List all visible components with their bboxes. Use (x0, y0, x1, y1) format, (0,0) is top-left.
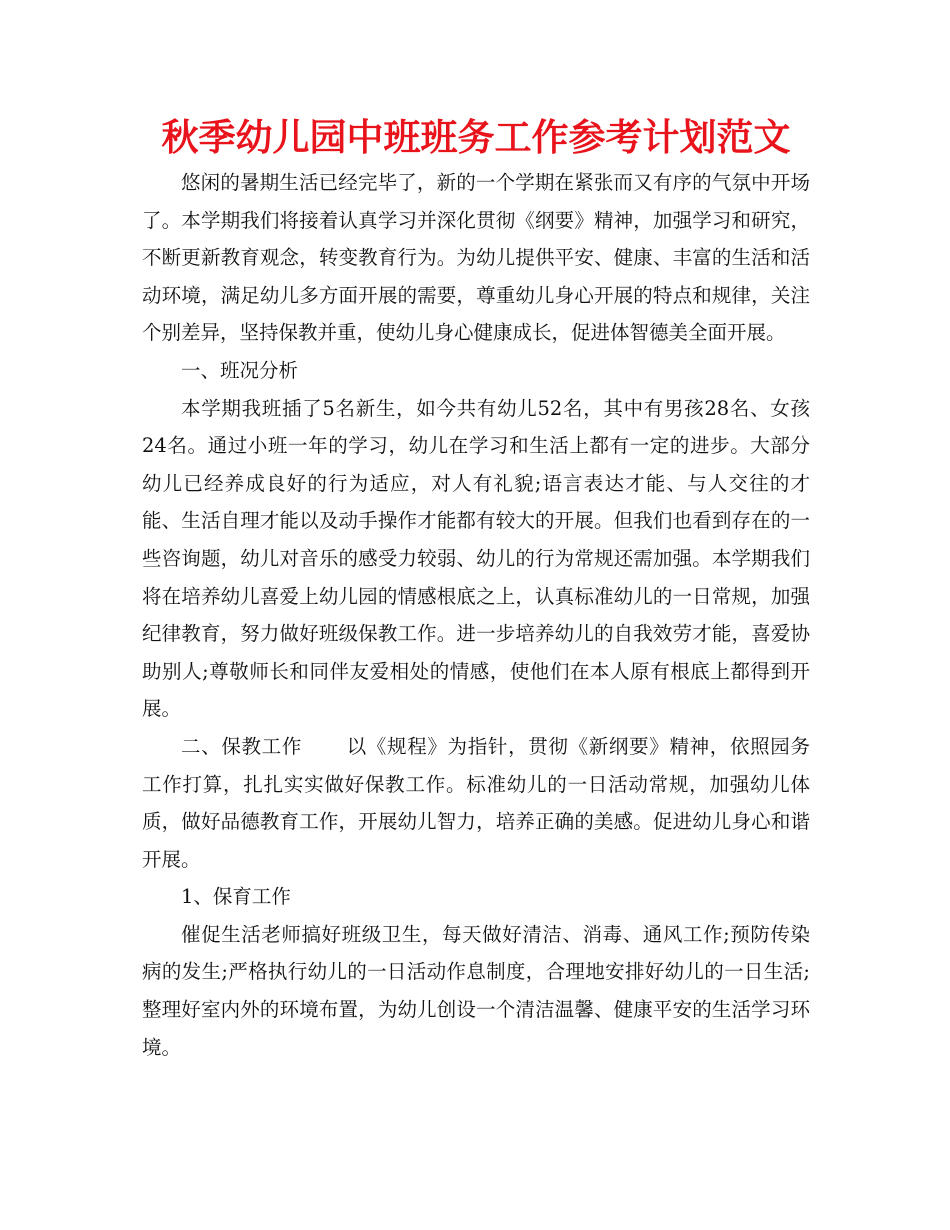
section-heading-nursing: 1、保育工作 (181, 885, 291, 909)
section-heading-care-education: 二、保教工作 (181, 734, 303, 758)
nursing-paragraph: 催促生活老师搞好班级卫生，每天做好清洁、消毒、通风工作;预防传染病的发生;严格执行幼儿的一日活动作息制度，合理地安排好幼儿的一日生活;整理好室内外的环境布置，为幼儿创设一个清洁温馨、健康平安的生活学习环境。 (142, 922, 810, 1059)
section-heading-class-analysis: 一、班况分析 (181, 358, 299, 382)
document-page (142, 112, 810, 1066)
intro-paragraph: 悠闲的暑期生活已经完毕了，新的一个学期在紧张而又有序的气氛中开场了。本学期我们将接着认真学习并深化贯彻《纲要》精神，加强学习和研究，不断更新教育观念，转变教育行为。为幼儿提供平安、健康、丰富的生活和活动环境，满足幼儿多方面开展的需要，尊重幼儿身心开展的特点和规律，关注个别差异，坚持保教并重，使幼儿身心健康成长，促进体智德美全面开展。 (142, 171, 810, 345)
care-education-body: 以《规程》为指针，贯彻《新纲要》精神，依照园务工作打算，扎扎实实做好保教工作。标准幼儿的一日活动常规，加强幼儿体质，做好品德教育工作，开展幼儿智力，培养正确的美感。促进幼儿身心和谐开展。 (142, 734, 810, 871)
care-education-paragraph (142, 728, 810, 878)
class-analysis-paragraph: 本学期我班插了5名新生，如今共有幼儿52名，其中有男孩28名、女孩24名。通过小班一年的学习，幼儿在学习和生活上都有一定的进步。大部分幼儿已经养成良好的行为适应，对人有礼貌;语言表达才能、与人交往的才能、生活自理才能以及动手操作才能都有较大的开展。但我们也看到存在的一些咨询题，幼儿对音乐的感受力较弱、幼儿的行为常规还需加强。本学期我们将在培养幼儿喜爱上幼儿园的情感根底之上，认真标准幼儿的一日常规，加强纪律教育，努力做好班级保教工作。进一步培养幼儿的自我效劳才能，喜爱协助别人;尊敬师长和同伴友爱相处的情感，使他们在本人原有根底上都得到开展。 (142, 396, 810, 721)
document-title: 秋季幼儿园中班班务工作参考计划范文 (161, 116, 791, 159)
